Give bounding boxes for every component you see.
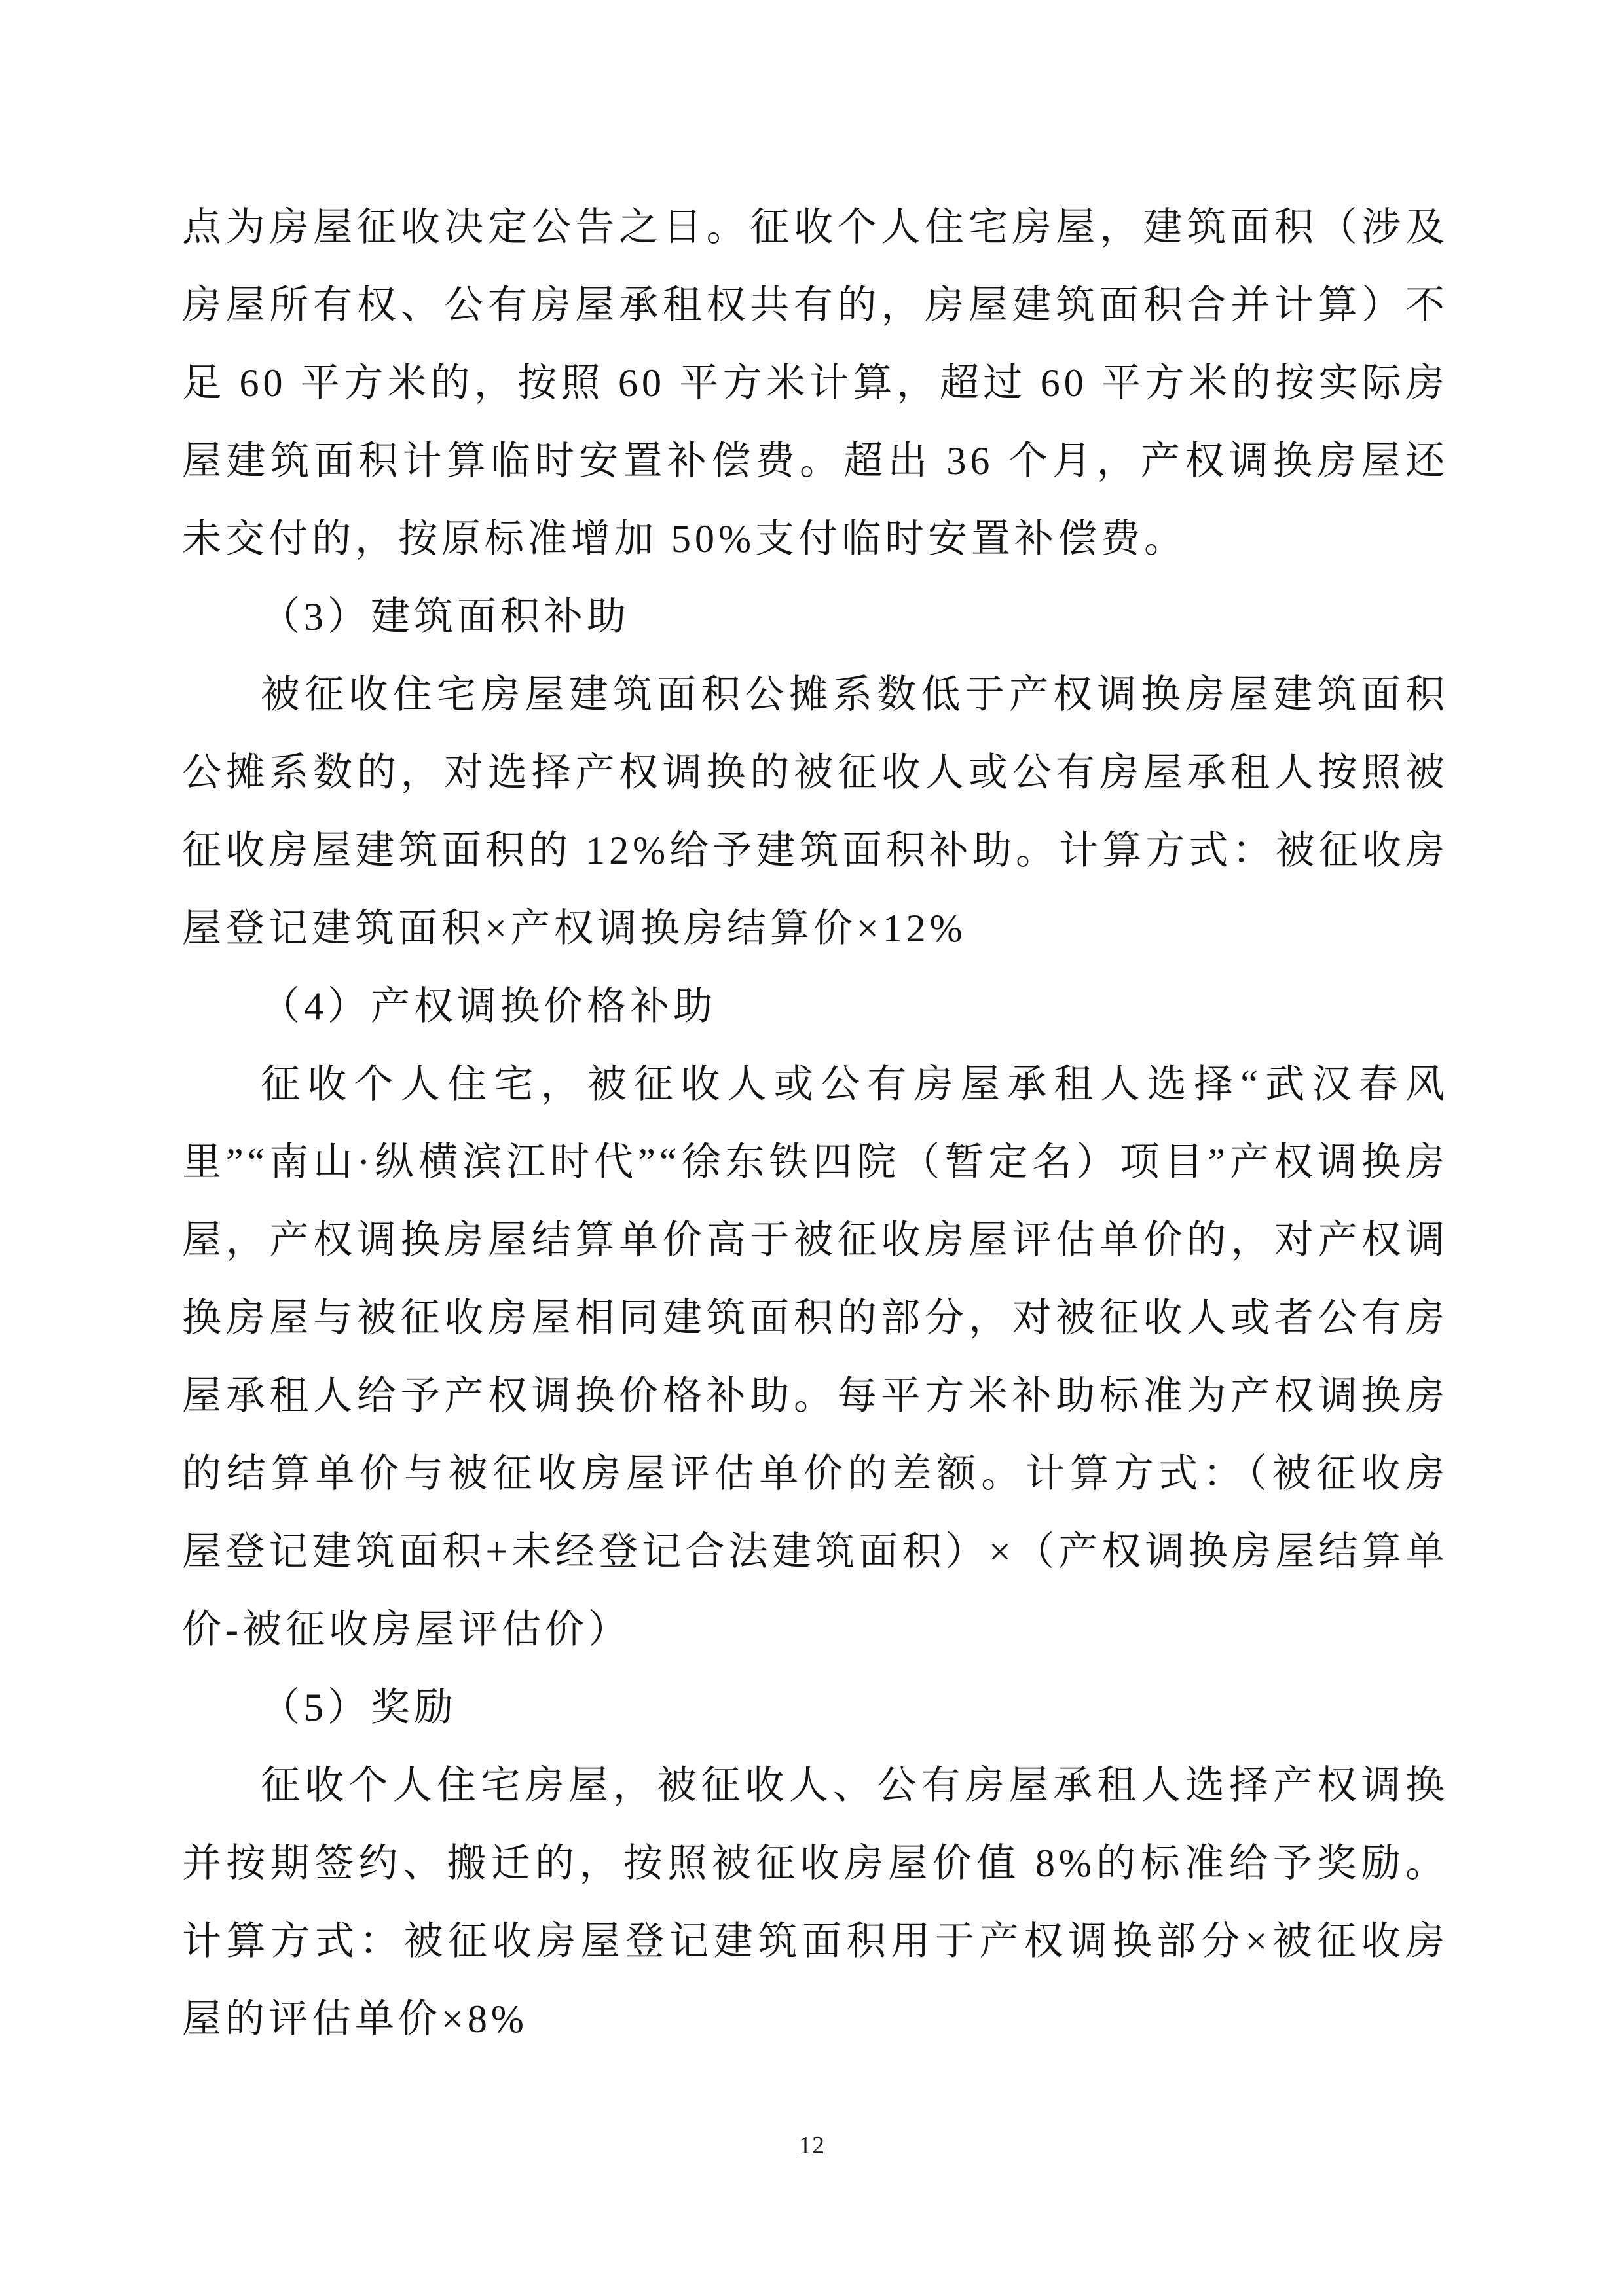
paragraph: （5）奖励 [261, 1686, 457, 1729]
paragraph: 点为房屋征收决定公告之日。征收个人住宅房屋，建筑面积（涉及房屋所有权、公有房屋承租权共有的，房屋建筑面积合并计算）不足 60 平方米的，按照 60 平方米计算，超过 60 平方米的按实际房屋建筑面积计算临时安置补偿费。超出 36 个月，产权调换房屋还未交付的，按原标准增加 50%支付临时安置补偿费。 [182, 206, 1449, 560]
document-body [182, 189, 1449, 2058]
page-number: 12 [799, 2132, 825, 2159]
paragraph: （4）产权调换价格补助 [261, 985, 716, 1028]
paragraph: 征收个人住宅房屋，被征收人、公有房屋承租人选择产权调换并按期签约、搬迁的，按照被征收房屋价值 8%的标准给予奖励。计算方式：被征收房屋登记建筑面积用于产权调换部分×被征收房屋的评估单价×8% [182, 1764, 1449, 2041]
paragraph: 被征收住宅房屋建筑面积公摊系数低于产权调换房屋建筑面积公摊系数的，对选择产权调换的被征收人或公有房屋承租人按照被征收房屋建筑面积的 12%给予建筑面积补助。计算方式：被征收房屋登记建筑面积×产权调换房结算价×12% [182, 673, 1449, 950]
paragraph: 征收个人住宅，被征收人或公有房屋承租人选择“武汉春风里”“南山·纵横滨江时代”“徐东铁四院（暂定名）项目”产权调换房屋，产权调换房屋结算单价高于被征收房屋评估单价的，对产权调换房屋与被征收房屋相同建筑面积的部分，对被征收人或者公有房屋承租人给予产权调换价格补助。每平方米补助标准为产权调换房的结算单价与被征收房屋评估单价的差额。计算方式：（被征收房屋登记建筑面积+未经登记合法建筑面积）×（产权调换房屋结算单价-被征收房屋评估价） [182, 1063, 1449, 1651]
paragraph: （3）建筑面积补助 [261, 595, 630, 638]
